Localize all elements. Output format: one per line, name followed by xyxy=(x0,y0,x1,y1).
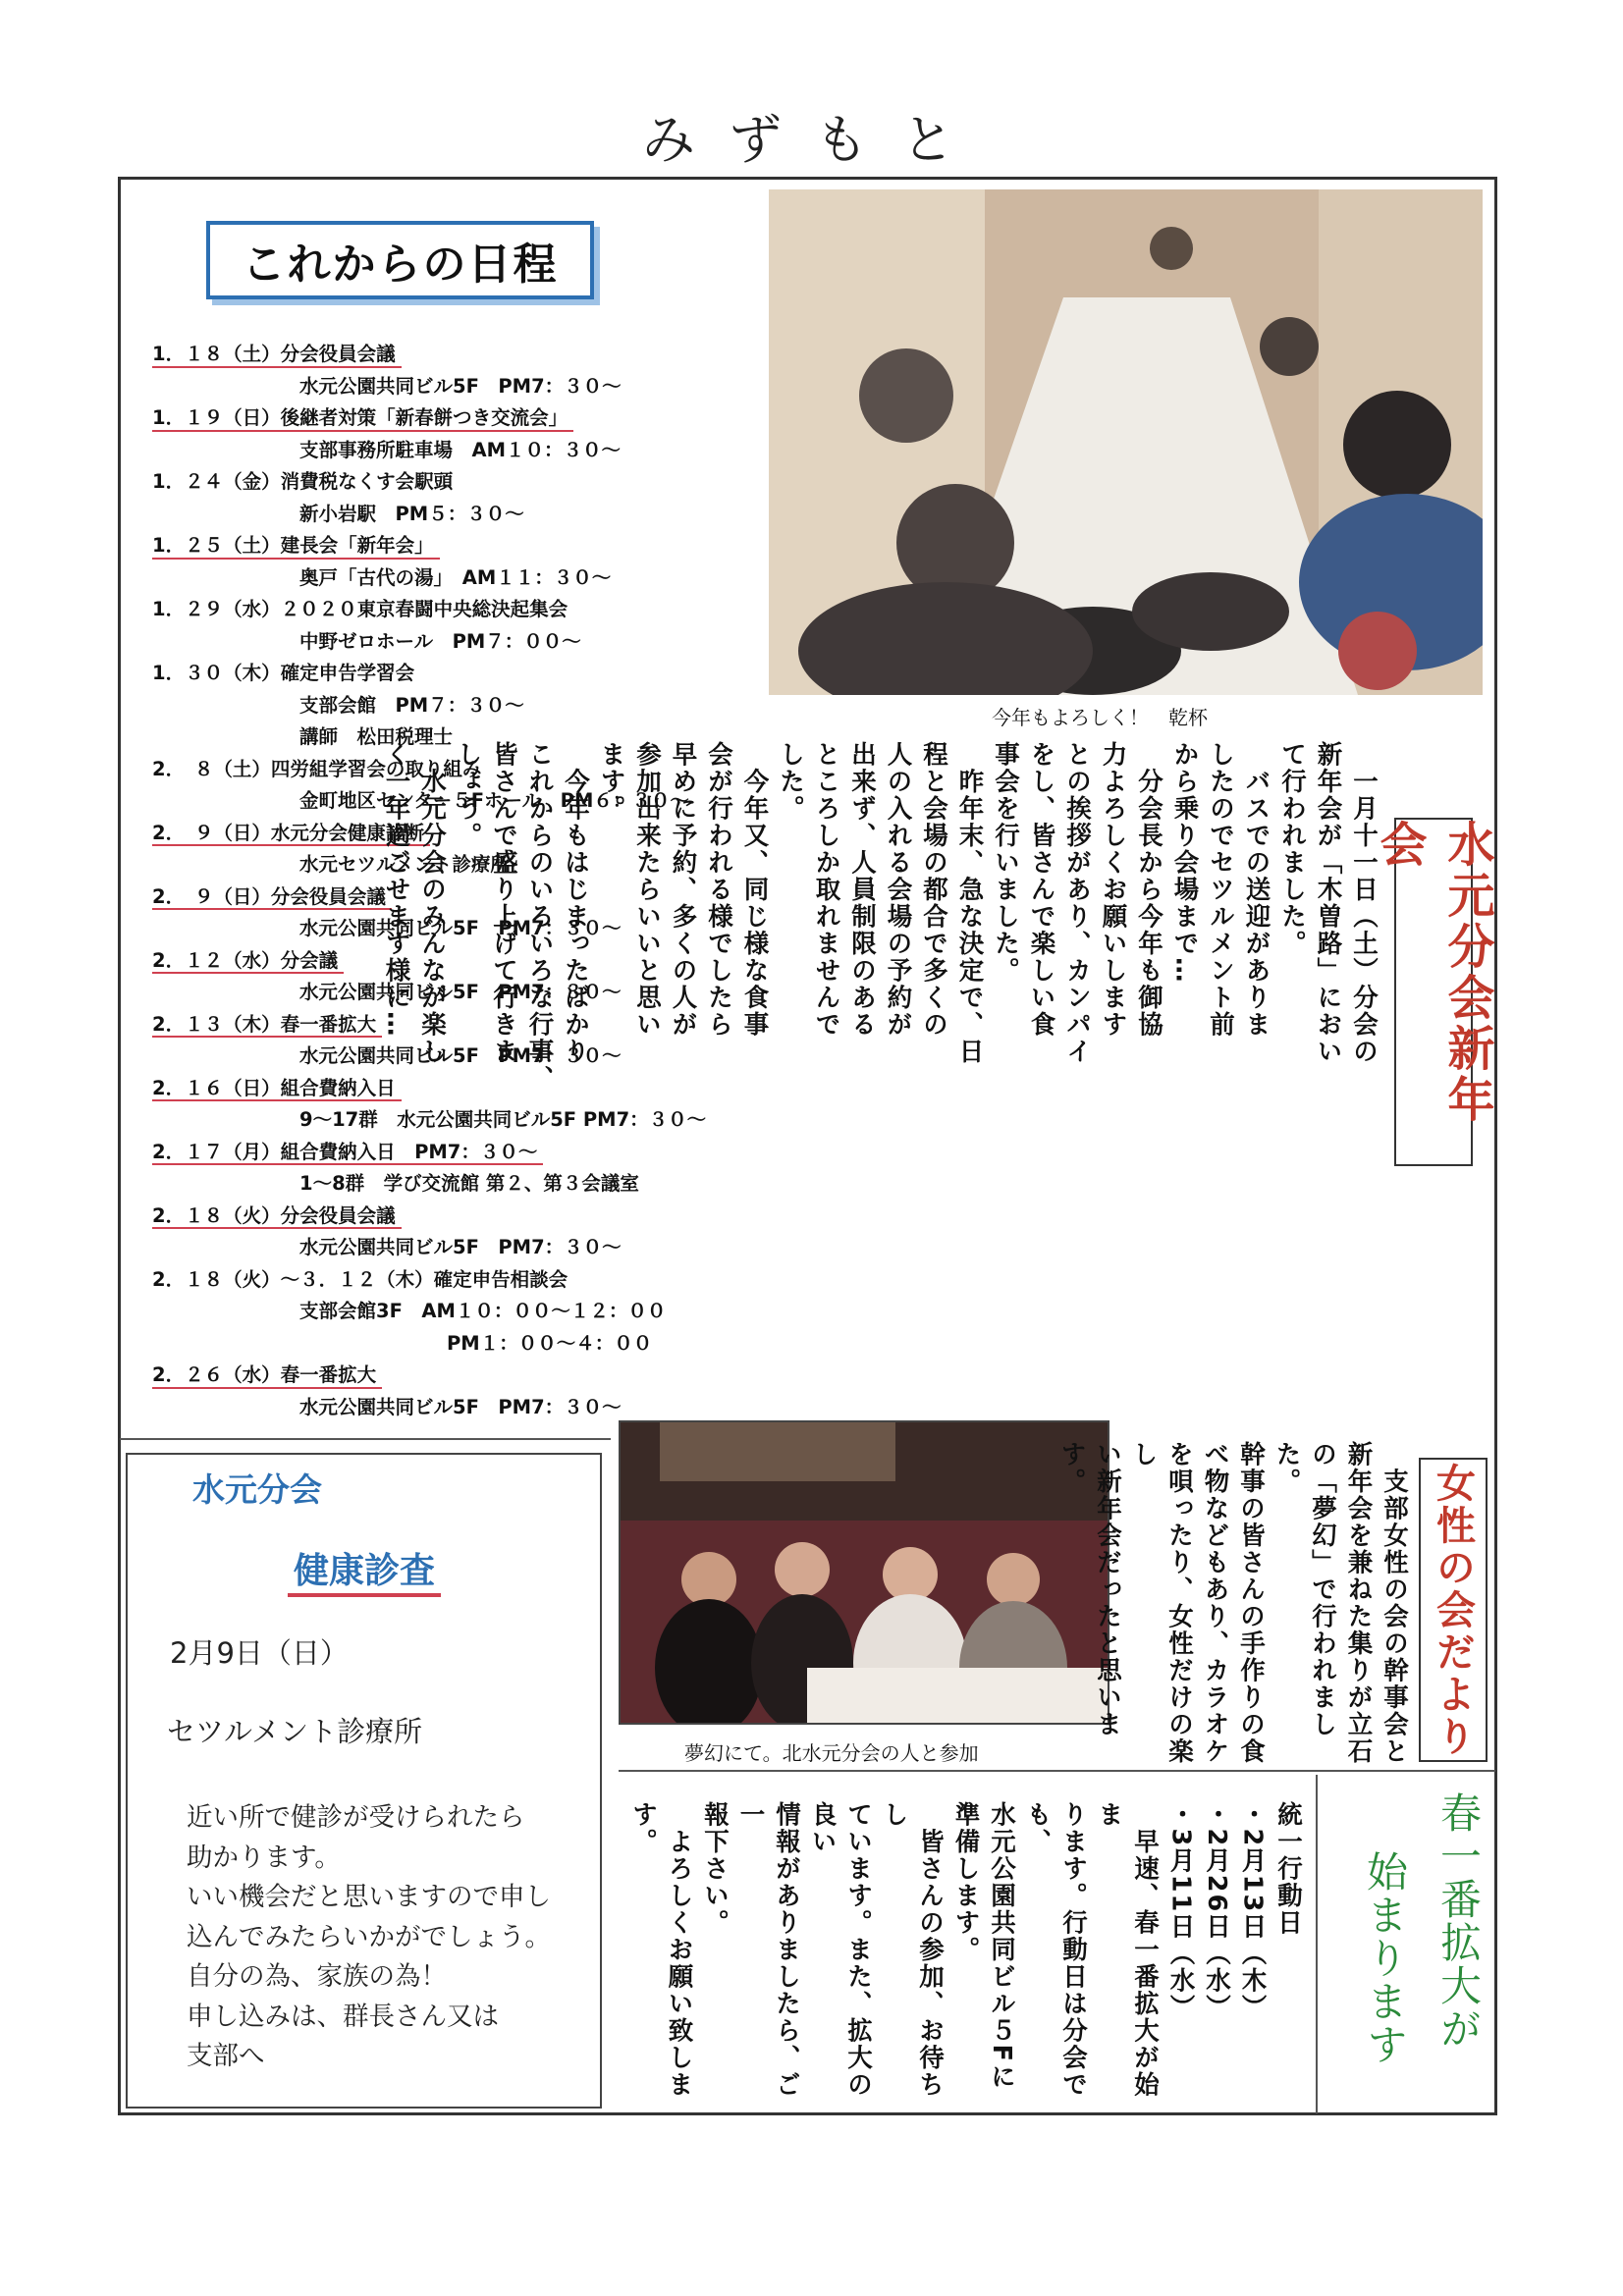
schedule-row-text: 水元公園共同ビル5F PM7：３０～ xyxy=(299,981,622,1003)
newyear-article-column: く一年過ごせます様に… xyxy=(381,741,411,1039)
haruichiban-article-column: よろしくお願い致します。 xyxy=(628,1801,694,2099)
schedule-row xyxy=(152,435,781,467)
haruichiban-article-column: ・2月26日（水） xyxy=(1202,1801,1231,2022)
schedule-underline xyxy=(152,1227,402,1229)
newyear-article-column: 事会を行いました。 xyxy=(991,741,1020,985)
newyear-article-column: ます。 xyxy=(596,741,626,823)
womens-article xyxy=(1056,1441,1412,1765)
newyear-article-column: 出来ず、人員制限のある xyxy=(847,741,877,1039)
newyear-article-column: 今年又、同じ様な食事 xyxy=(739,741,770,1039)
schedule-underline xyxy=(152,366,402,368)
schedule-row xyxy=(152,339,781,371)
divider-schedule-bottom xyxy=(120,1438,611,1440)
schedule-row-text: 支部会館 PM７：３０～ xyxy=(299,693,524,717)
schedule-underline xyxy=(152,430,573,432)
womens-group-photo-image xyxy=(621,1422,1108,1723)
schedule-underline xyxy=(152,972,344,974)
newyear-article-column: 皆さんで盛り上げて行きま xyxy=(489,741,518,1065)
womens-article-column: を唄ったり、女性だけの楽し xyxy=(1128,1441,1194,1765)
schedule-row-text: 1．２９（水）２０２０東京春闘中央総決起集会 xyxy=(152,598,568,620)
haruichiban-tag-line1: 春一番拡大が xyxy=(1434,1791,1483,2051)
womens-photo-caption: 夢幻にて。北水元分会の人と参加 xyxy=(684,1741,979,1765)
newyear-article-column: 今年もはじまったばかり xyxy=(561,741,590,1065)
newyear-article-column: 昨年末、急な決定で、日 xyxy=(954,741,985,1065)
newyear-article-column: から乗り会場まで… xyxy=(1169,741,1200,985)
haruichiban-article-column: 皆さんの参加、お待ちし xyxy=(879,1801,945,2099)
haruichiban-article-column: ・3月11日（水） xyxy=(1165,1801,1196,2022)
newyear-article-column: しょう。 xyxy=(453,741,483,849)
schedule-row xyxy=(152,562,781,595)
schedule-row-text: 2． ８（土）四労組学習会の取り組み xyxy=(152,757,482,780)
schedule-row-text: 2．１７（月）組合費納入日 PM7：３０～ xyxy=(152,1140,538,1163)
newyear-article-column: ところしか取れませんで xyxy=(811,741,841,1039)
schedule-row-text: 奥戸「古代の湯」 AM１１：３０～ xyxy=(299,565,612,589)
haruichiban-article-column: ・2月13日（木） xyxy=(1237,1801,1268,2022)
schedule-underline xyxy=(152,1099,402,1101)
divider-womens-bottom xyxy=(619,1770,1495,1772)
newyear-article-column: した。 xyxy=(776,741,805,823)
health-body-line: 支部へ xyxy=(187,2041,265,2071)
health-body-line: 申し込みは、群長さん又は xyxy=(187,2001,499,2032)
schedule-row-text: 9～17群 水元公園共同ビル5F PM7：３０～ xyxy=(299,1108,707,1131)
newyear-article-column: をし、皆さんで楽しい食 xyxy=(1026,741,1056,1039)
schedule-row xyxy=(152,402,781,435)
schedule-row-text: 2． ９（日）分会役員会議 xyxy=(152,884,386,908)
newyear-article-column: 会が行われる様でしたら xyxy=(704,741,733,1039)
schedule-row-text: 2．１３（木）春一番拡大 xyxy=(152,1012,377,1036)
masthead: みずもと xyxy=(642,109,988,171)
haruichiban-article xyxy=(628,1801,1306,2110)
schedule-row-text: 講師 松田税理士 xyxy=(299,725,454,748)
schedule-row-text: 水元公園共同ビル5F PM7：３０～ xyxy=(299,1395,622,1418)
schedule-underline xyxy=(152,1387,382,1389)
schedule-row-text: 2． ９（日）水元分会健康診断 xyxy=(152,821,424,844)
newyear-tag: 水元分会新年会 xyxy=(1394,818,1473,1166)
newyear-article-column: 程と会場の都合で多くの xyxy=(919,741,948,1039)
schedule-underline xyxy=(152,1036,382,1038)
womens-article-column: い新年会だったと思います。 xyxy=(1056,1441,1122,1738)
haruichiban-article-column: 準備します。 xyxy=(950,1801,981,1963)
haruichiban-article-column: 情報がありましたら、ご一 xyxy=(735,1801,801,2099)
health-body-line: いい機会だと思いますので申し xyxy=(187,1882,551,1912)
womens-article-column: 支部女性の会の幹事会と xyxy=(1380,1441,1409,1765)
newyear-article-column: 人の入れる会場の予約が xyxy=(883,741,913,1039)
newyear-article-column: バスでの送迎がありま xyxy=(1241,741,1271,1039)
haruichiban-article-column: 統一行動日 xyxy=(1273,1801,1303,1937)
womens-article-column: 幹事の皆さんの手作りの食 xyxy=(1236,1441,1266,1765)
newyear-party-photo-image xyxy=(769,189,1483,695)
health-body-line: 込んでみたらいかがでしょう。 xyxy=(187,1921,551,1952)
newyear-article-column: これからのいろいろな行事、 xyxy=(524,741,555,1093)
schedule-row-text: 中野ゼロホール PM７：００～ xyxy=(299,629,581,653)
schedule-row-text: 1．３０（木）確定申告学習会 xyxy=(152,662,415,684)
health-place: セツルメント診療所 xyxy=(167,1715,423,1748)
schedule-row xyxy=(152,371,781,403)
health-title-branch: 水元分会 xyxy=(192,1470,322,1509)
schedule-row-text: 2．１８（火）分会役員会議 xyxy=(152,1203,396,1227)
womens-tag: 女性の会だより xyxy=(1419,1458,1488,1762)
schedule-title: これからの日程 xyxy=(206,221,594,299)
haruichiban-article-column: ています。また、拡大の良い xyxy=(807,1801,873,2099)
newyear-article-column: 一月十一日（土）分会の xyxy=(1349,741,1379,1065)
schedule-row-text: 2．１８（火）～３．１２（木）確定申告相談会 xyxy=(152,1267,568,1291)
schedule-row-text: 1～8群 学び交流館 第２、第３会議室 xyxy=(299,1172,639,1195)
newyear-article-column: 早めに予約、多くの人が xyxy=(668,741,698,1039)
schedule-row xyxy=(152,594,781,626)
schedule-row-text: 新小岩駅 PM５：３０～ xyxy=(299,502,524,525)
newyear-article-column: との挨拶があり、カンパイ xyxy=(1062,741,1092,1065)
schedule-row-text: 2．１２（水）分会議 xyxy=(152,948,339,972)
schedule-row xyxy=(152,499,781,531)
schedule-row-text: 2．１６（日）組合費納入日 xyxy=(152,1076,396,1099)
divider-haru xyxy=(1316,1775,1318,2113)
haruichiban-article-column: 報下さい。 xyxy=(700,1801,730,1937)
health-body xyxy=(187,1798,599,2077)
newyear-photo-caption: 今年もよろしく！ 乾杯 xyxy=(992,706,1208,729)
health-body-line: 自分の為、家族の為！ xyxy=(187,1961,447,1992)
haruichiban-article-column: 早速、春一番拡大が始ま xyxy=(1094,1801,1160,2099)
newyear-article-column: 新年会が「木曽路」におい xyxy=(1313,741,1343,1065)
schedule-row-text: 1．１９（日）後継者対策「新春餅つき交流会」 xyxy=(152,406,568,429)
haruichiban-article-column: ります。行動日は分会でも、 xyxy=(1022,1801,1088,2099)
schedule-row-text: 水元セツルメント診療所 xyxy=(299,853,510,876)
womens-group-photo xyxy=(619,1420,1109,1725)
health-body-line: 近い所で健診が受けられたら xyxy=(187,1802,525,1833)
haruichiban-tag-line2: 始まります xyxy=(1361,1850,1409,2066)
womens-article-column: べ物などもあり、カラオケ xyxy=(1200,1441,1230,1765)
schedule-row-text: PM１：００～４：００ xyxy=(447,1331,653,1355)
schedule-row-text: 水元公園共同ビル5F PM7：３０～ xyxy=(299,374,622,398)
schedule-row-text: 支部会館3F AM１０：００～１２：００ xyxy=(299,1300,667,1322)
schedule-row-text: 1．１８（土）分会役員会議 xyxy=(152,343,396,365)
newyear-article-column: 力よろしくお願いします xyxy=(1098,741,1128,1039)
schedule-row xyxy=(152,690,781,722)
newyear-article-column: て行われました。 xyxy=(1277,741,1307,957)
schedule-row-text: 水元公園共同ビル5F PM7：３０～ xyxy=(299,1044,622,1067)
health-date: 2月9日（日） xyxy=(170,1636,349,1670)
health-body-line: 助かります。 xyxy=(187,1842,341,1873)
schedule-row-text: 水元公園共同ビル5F PM7：３０～ xyxy=(299,917,622,939)
schedule-row-text: 金町地区センター５Fホール PM６：３０～ xyxy=(299,789,689,812)
schedule-row-text: 支部事務所駐車場 AM１０：３０～ xyxy=(299,438,621,461)
womens-article-column: 新年会を兼ねた集りが立石 xyxy=(1343,1441,1374,1765)
schedule-row xyxy=(152,466,781,499)
schedule-row xyxy=(152,626,781,659)
schedule-row-text: 水元公園共同ビル5F PM7：３０～ xyxy=(299,1236,622,1258)
newyear-article-column: したのでセツルメント前 xyxy=(1206,741,1235,1039)
schedule-underline xyxy=(152,558,440,560)
haruichiban-article-column: 水元公園共同ビル５Fに xyxy=(987,1801,1016,2091)
schedule-row xyxy=(152,530,781,562)
schedule-underline xyxy=(152,908,392,910)
schedule-row xyxy=(152,658,781,690)
schedule-row-text: 2．２６（水）春一番拡大 xyxy=(152,1363,377,1386)
newyear-article-column: 水元分会のみんなが楽し xyxy=(417,741,447,1065)
newyear-article-column: 参加出来たらいいと思い xyxy=(632,741,662,1039)
schedule-row-text: 1．２４（金）消費税なくす会駅頭 xyxy=(152,470,454,493)
womens-article-column: の「夢幻」で行われました。 xyxy=(1271,1441,1337,1738)
newyear-article-column: 分会長から今年も御協 xyxy=(1134,741,1163,1039)
newyear-party-photo xyxy=(769,189,1483,695)
schedule-row-text: 1．２５（土）建長会「新年会」 xyxy=(152,534,434,557)
health-title: 健康診査 xyxy=(288,1543,441,1597)
